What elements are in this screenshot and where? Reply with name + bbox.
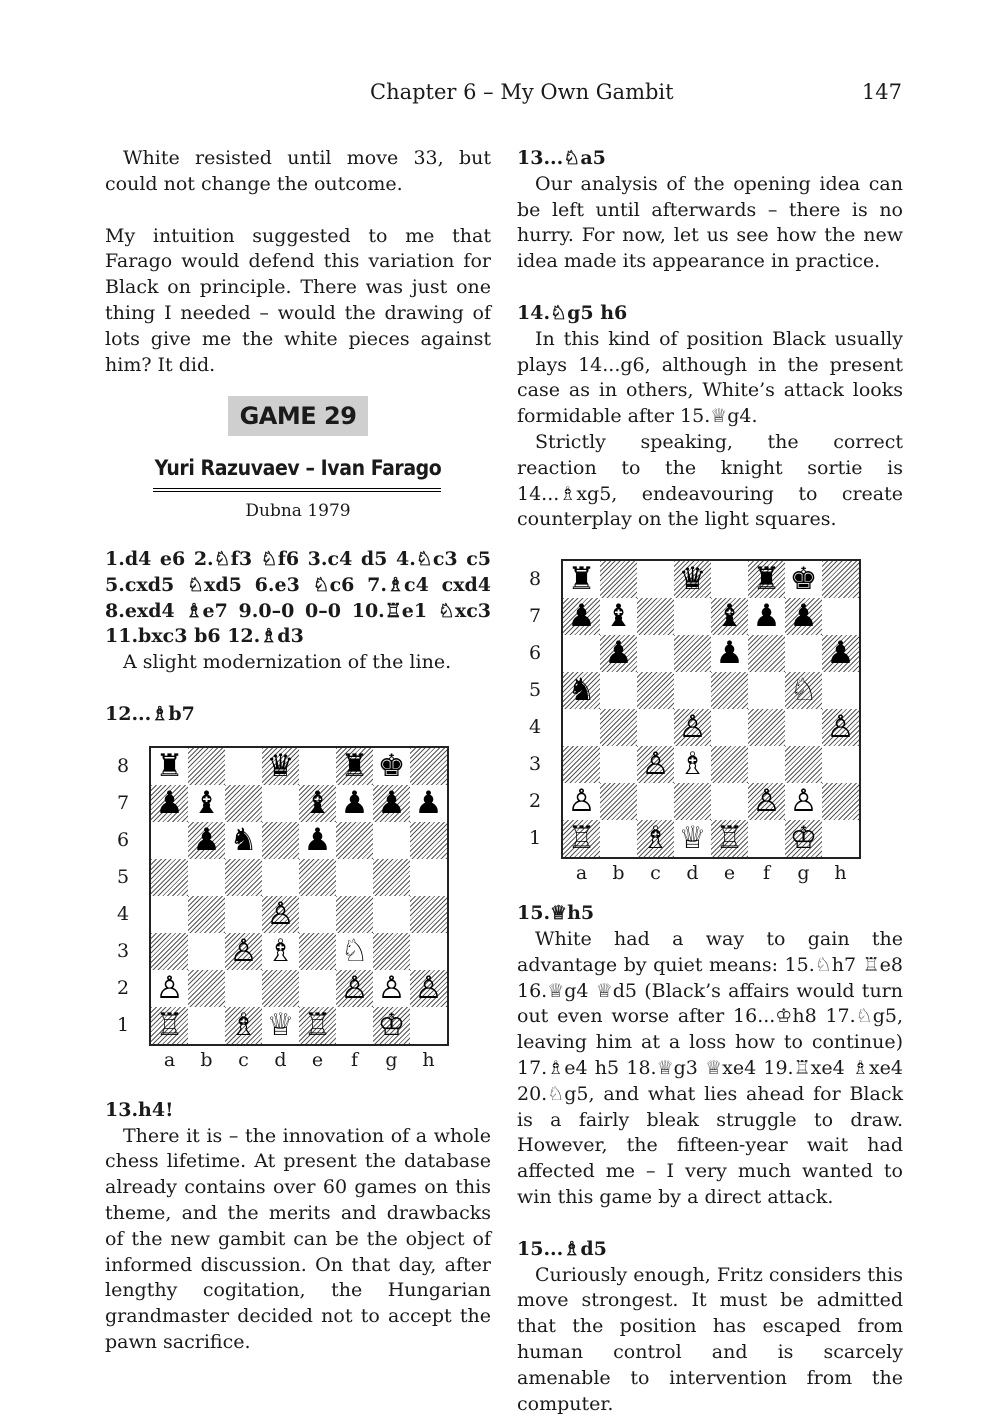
chess-piece-icon: ♟: [340, 784, 369, 821]
chess-piece-icon: ♟: [192, 821, 221, 858]
board-square: [785, 709, 822, 746]
chess-piece-icon: ♙: [641, 746, 670, 783]
rank-label: 8: [528, 568, 542, 591]
board-square: [748, 820, 785, 857]
board-square: [637, 598, 674, 635]
board-square: [711, 561, 748, 598]
board-square: [336, 822, 373, 859]
chess-piece-icon: ♟: [752, 598, 781, 635]
board-square: [822, 672, 859, 709]
board-square: [225, 970, 262, 1007]
board-square: [336, 970, 373, 1007]
file-label: g: [385, 1048, 398, 1071]
board-square: [822, 635, 859, 672]
chess-piece-icon: ♟: [377, 784, 406, 821]
chess-piece-icon: ♟: [567, 598, 596, 635]
board-square: [373, 970, 410, 1007]
board-square: [262, 970, 299, 1007]
board-square: [410, 970, 447, 1007]
rank-labels: [517, 559, 553, 855]
board-square: [785, 746, 822, 783]
board-square: [563, 709, 600, 746]
rank-label: 4: [116, 902, 130, 925]
venue: Dubna 1979: [245, 501, 351, 522]
left-column: [105, 146, 491, 1356]
board-square: [563, 598, 600, 635]
rank-label: 7: [528, 605, 542, 628]
board-square: [711, 635, 748, 672]
chess-piece-icon: ♝: [715, 598, 744, 635]
file-label: a: [575, 862, 588, 885]
chess-piece-icon: ♙: [266, 895, 295, 932]
move-heading: 15.♕h5: [517, 902, 595, 925]
board-square: [410, 896, 447, 933]
double-rule: [153, 488, 441, 492]
chess-piece-icon: ♝: [604, 598, 633, 635]
board-square: [336, 785, 373, 822]
comment: White had a way to gain the advantage by quiet means: 15.♘h7 ♖e8 16.♕g4 ♕d5 (Black’s affairs would turn out even worse after 16...♔h8 17.♘g5, leaving him at a loss how to continue) 17.♗e4 h5 18.♕g3 ♕xe4 19.♖xe4 ♗xe4 20.♘g5, and what lies ahead for Black is a fairly bleak struggle to draw. However, the fifteen-year wait had affected me – I very much wanted to win this game by a direct attack.: [517, 927, 903, 1208]
board-square: [711, 672, 748, 709]
board-square: [637, 746, 674, 783]
board-square: [748, 561, 785, 598]
board-square: [600, 746, 637, 783]
file-label: b: [200, 1048, 213, 1071]
board-square: [822, 820, 859, 857]
rank-label: 5: [528, 679, 542, 702]
chess-board: [561, 559, 861, 859]
board-square: [373, 896, 410, 933]
chess-board: [149, 746, 449, 1046]
chess-piece-icon: ♙: [155, 969, 184, 1006]
board-square: [711, 820, 748, 857]
board-square: [637, 561, 674, 598]
board-square: [262, 785, 299, 822]
chess-piece-icon: ♔: [377, 1006, 406, 1043]
board-square: [748, 635, 785, 672]
board-square: [674, 598, 711, 635]
chess-piece-icon: ♜: [155, 747, 184, 784]
page-header: [0, 80, 1000, 110]
board-square: [711, 783, 748, 820]
chess-piece-icon: ♟: [789, 598, 818, 635]
board-square: [563, 746, 600, 783]
board-square: [600, 635, 637, 672]
comment: Our analysis of the opening idea can be left until afterwards – there is no hurry. For now, let us see how the new idea made its appearance in practice.: [517, 172, 903, 273]
board-square: [225, 896, 262, 933]
board-square: [563, 635, 600, 672]
board-square: [822, 561, 859, 598]
board-square: [637, 709, 674, 746]
board-square: [299, 896, 336, 933]
board-square: [151, 748, 188, 785]
board-square: [299, 748, 336, 785]
chess-piece-icon: ♝: [303, 784, 332, 821]
game-title: GAME 29: [228, 396, 368, 436]
board-square: [151, 970, 188, 1007]
file-label: c: [238, 1048, 249, 1071]
rank-label: 2: [116, 976, 130, 999]
board-square: [748, 598, 785, 635]
board-square: [373, 785, 410, 822]
board-square: [151, 896, 188, 933]
board-square: [225, 822, 262, 859]
board-square: [674, 783, 711, 820]
board-square: [563, 820, 600, 857]
right-column: [517, 146, 903, 1417]
board-square: [674, 672, 711, 709]
board-square: [410, 933, 447, 970]
board-square: [151, 785, 188, 822]
board-square: [785, 672, 822, 709]
chess-piece-icon: ♞: [567, 672, 596, 709]
move-heading: 14.♘g5 h6: [517, 301, 628, 324]
paragraph: My intuition suggested to me that Farago would defend this variation for Black on principle. There was just one thing I needed – would the drawing of lots give me the white pieces against him? It did.: [105, 224, 491, 376]
board-square: [822, 709, 859, 746]
board-square: [637, 635, 674, 672]
file-label: a: [163, 1048, 176, 1071]
chess-piece-icon: ♜: [752, 561, 781, 598]
board-square: [262, 748, 299, 785]
chess-piece-icon: ♗: [266, 932, 295, 969]
board-square: [674, 635, 711, 672]
board-square: [637, 820, 674, 857]
board-square: [299, 933, 336, 970]
chess-piece-icon: ♖: [715, 820, 744, 857]
board-square: [600, 672, 637, 709]
board-square: [225, 1007, 262, 1044]
board-square: [262, 822, 299, 859]
board-square: [822, 598, 859, 635]
file-label: c: [650, 862, 661, 885]
chess-piece-icon: ♙: [567, 783, 596, 820]
board-square: [262, 859, 299, 896]
chess-piece-icon: ♛: [678, 561, 707, 598]
chess-piece-icon: ♕: [266, 1006, 295, 1043]
board-square: [188, 748, 225, 785]
chess-piece-icon: ♚: [789, 561, 818, 598]
board-square: [711, 746, 748, 783]
chess-piece-icon: ♚: [377, 747, 406, 784]
file-label: d: [274, 1048, 287, 1071]
file-label: h: [834, 862, 847, 885]
board-square: [299, 1007, 336, 1044]
rank-label: 4: [528, 716, 542, 739]
file-labels: [151, 1048, 447, 1074]
chess-piece-icon: ♗: [678, 746, 707, 783]
comment: Curiously enough, Fritz considers this move strongest. It must be admitted that the position has escaped from human control and is scarcely amenable to intervention from the computer.: [517, 1263, 903, 1415]
chess-piece-icon: ♙: [678, 709, 707, 746]
board-square: [373, 822, 410, 859]
chess-piece-icon: ♘: [789, 672, 818, 709]
rank-label: 6: [116, 828, 130, 851]
chess-piece-icon: ♝: [192, 784, 221, 821]
chess-diagram-1: [105, 746, 491, 1098]
chess-piece-icon: ♗: [229, 1006, 258, 1043]
board-square: [151, 1007, 188, 1044]
board-square: [225, 785, 262, 822]
board-square: [336, 748, 373, 785]
move-heading: 13.h4!: [105, 1098, 174, 1121]
board-square: [151, 822, 188, 859]
chess-piece-icon: ♟: [715, 635, 744, 672]
board-square: [748, 709, 785, 746]
board-square: [373, 748, 410, 785]
board-square: [748, 746, 785, 783]
file-labels: [563, 861, 859, 887]
board-square: [637, 783, 674, 820]
chess-piece-icon: ♟: [604, 635, 633, 672]
chess-piece-icon: ♟: [303, 821, 332, 858]
chess-piece-icon: ♙: [229, 932, 258, 969]
board-square: [711, 709, 748, 746]
board-square: [674, 709, 711, 746]
board-square: [151, 933, 188, 970]
board-square: [336, 896, 373, 933]
board-square: [563, 783, 600, 820]
rank-label: 8: [116, 754, 130, 777]
board-square: [822, 783, 859, 820]
board-square: [225, 859, 262, 896]
board-square: [410, 748, 447, 785]
board-square: [785, 635, 822, 672]
board-square: [336, 1007, 373, 1044]
chess-piece-icon: ♙: [789, 783, 818, 820]
move-sequence: 1.d4 e6 2.♘f3 ♘f6 3.c4 d5 4.♘c3 c5 5.cxd5 ♘xd5 6.e3 ♘c6 7.♗c4 cxd4 8.exd4 ♗e7 9.0–0 0–0 10.♖e1 ♘xc3 11.bxc3 b6 12.♗d3: [105, 547, 491, 648]
rank-label: 1: [116, 1013, 130, 1036]
comment: Strictly speaking, the correct reaction to the knight sortie is 14...♗xg5, endeavouring to create counterplay on the light squares.: [517, 430, 903, 531]
board-square: [785, 561, 822, 598]
file-label: g: [797, 862, 810, 885]
board-square: [674, 746, 711, 783]
board-square: [299, 822, 336, 859]
chess-piece-icon: ♟: [155, 784, 184, 821]
board-square: [410, 1007, 447, 1044]
file-label: f: [350, 1048, 359, 1071]
chess-piece-icon: ♘: [340, 932, 369, 969]
board-square: [373, 933, 410, 970]
chess-piece-icon: ♙: [826, 709, 855, 746]
move-heading: 12...♗b7: [105, 702, 195, 725]
board-square: [674, 820, 711, 857]
chess-piece-icon: ♞: [229, 821, 258, 858]
board-square: [785, 598, 822, 635]
board-square: [262, 933, 299, 970]
chess-piece-icon: ♗: [641, 820, 670, 857]
chess-piece-icon: ♟: [414, 784, 443, 821]
chess-piece-icon: ♔: [789, 820, 818, 857]
rank-label: 3: [116, 939, 130, 962]
chess-piece-icon: ♙: [414, 969, 443, 1006]
file-label: f: [762, 862, 771, 885]
comment: In this kind of position Black usually plays 14...g6, although in the present case as in others, White’s attack looks formidable after 15.♕g4.: [517, 327, 903, 428]
board-square: [410, 785, 447, 822]
board-square: [600, 709, 637, 746]
chess-piece-icon: ♜: [340, 747, 369, 784]
move-heading: 15...♗d5: [517, 1237, 607, 1260]
board-square: [188, 785, 225, 822]
board-square: [336, 859, 373, 896]
board-square: [299, 970, 336, 1007]
board-square: [188, 896, 225, 933]
rank-label: 2: [528, 790, 542, 813]
chess-piece-icon: ♛: [266, 747, 295, 784]
rank-label: 7: [116, 791, 130, 814]
board-square: [674, 561, 711, 598]
chess-piece-icon: ♖: [567, 820, 596, 857]
page-number: 147: [861, 80, 902, 104]
chess-piece-icon: ♖: [155, 1006, 184, 1043]
file-label: h: [422, 1048, 435, 1071]
board-square: [188, 1007, 225, 1044]
board-square: [563, 672, 600, 709]
rank-label: 1: [528, 827, 542, 850]
paragraph: White resisted until move 33, but could not change the outcome.: [105, 147, 491, 195]
board-square: [711, 598, 748, 635]
board-square: [637, 672, 674, 709]
chess-diagram-2: [517, 559, 903, 901]
chess-piece-icon: ♙: [752, 783, 781, 820]
rank-label: 6: [528, 642, 542, 665]
board-square: [262, 1007, 299, 1044]
board-square: [785, 783, 822, 820]
board-square: [299, 785, 336, 822]
board-square: [188, 859, 225, 896]
board-square: [600, 561, 637, 598]
move-heading: 13...♘a5: [517, 147, 606, 169]
chess-piece-icon: ♜: [567, 561, 596, 598]
board-square: [410, 822, 447, 859]
board-square: [600, 598, 637, 635]
chess-piece-icon: ♖: [303, 1006, 332, 1043]
board-square: [563, 561, 600, 598]
board-square: [151, 859, 188, 896]
board-square: [373, 859, 410, 896]
file-label: e: [723, 862, 736, 885]
board-square: [410, 859, 447, 896]
board-square: [188, 970, 225, 1007]
chapter-title: Chapter 6 – My Own Gambit: [370, 80, 674, 104]
rank-label: 3: [528, 753, 542, 776]
chess-piece-icon: ♙: [340, 969, 369, 1006]
board-square: [600, 820, 637, 857]
board-square: [225, 748, 262, 785]
board-square: [188, 822, 225, 859]
chess-piece-icon: ♕: [678, 820, 707, 857]
board-square: [188, 933, 225, 970]
rank-labels: [105, 746, 141, 1042]
chess-piece-icon: ♙: [377, 969, 406, 1006]
board-square: [785, 820, 822, 857]
board-square: [299, 859, 336, 896]
comment: A slight modernization of the line.: [123, 651, 452, 674]
board-square: [600, 783, 637, 820]
players-heading: Yuri Razuvaev – Ivan Farago: [154, 456, 442, 481]
board-square: [336, 933, 373, 970]
board-square: [822, 746, 859, 783]
board-square: [748, 672, 785, 709]
chess-piece-icon: ♟: [826, 635, 855, 672]
file-label: d: [686, 862, 699, 885]
board-square: [262, 896, 299, 933]
file-label: e: [311, 1048, 324, 1071]
comment: There it is – the innovation of a whole chess lifetime. At present the database already contains over 60 games on this theme, and the merits and drawbacks of the new gambit can be the object of informed discussion. On that day, after lengthy cogitation, the Hungarian grandmaster decided not to accept the pawn sacrifice.: [105, 1124, 491, 1353]
rank-label: 5: [116, 865, 130, 888]
board-square: [373, 1007, 410, 1044]
file-label: b: [612, 862, 625, 885]
board-square: [748, 783, 785, 820]
board-square: [225, 933, 262, 970]
